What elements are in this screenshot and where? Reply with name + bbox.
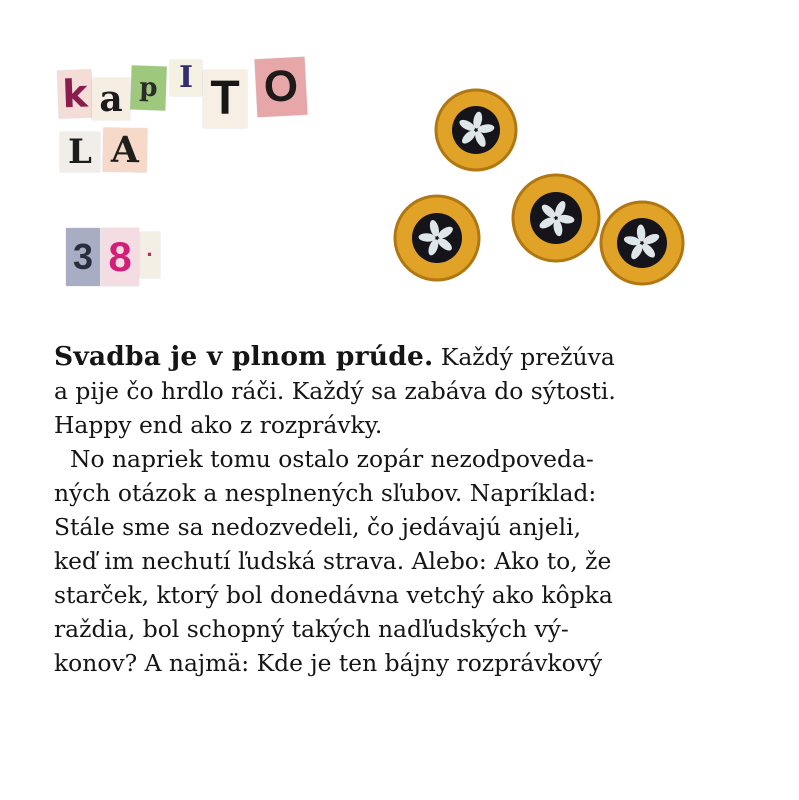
flower-disk-icon bbox=[513, 175, 599, 261]
text-line: starček, ktorý bol donedávna vetchý ako kôpka bbox=[54, 581, 613, 609]
text-line: raždia, bol schopný takých nadľudských vý- bbox=[54, 615, 569, 643]
chapter-letter-cutout: k bbox=[57, 69, 93, 118]
chapter-letter-cutout: I bbox=[170, 60, 202, 96]
chapter-number-cutout: 8 bbox=[101, 228, 139, 286]
text-line: a pije čo hrdlo ráči. Každý sa zabáva do sýtosti. bbox=[54, 377, 616, 405]
flower-disk-icon bbox=[601, 202, 683, 284]
chapter-letter-cutout: a bbox=[92, 78, 130, 120]
chapter-letter-cutout: O bbox=[255, 57, 308, 118]
text-line: No napriek tomu ostalo zopár nezodpoveda- bbox=[70, 445, 594, 473]
flower-disk-icon bbox=[395, 196, 479, 280]
text-line: Happy end ako z rozprávky. bbox=[54, 411, 383, 439]
text-line: konov? A najmä: Kde je ten bájny rozprávkový bbox=[54, 649, 603, 677]
text-fragment: Každý prežúva bbox=[440, 343, 615, 371]
flower-disks-illustration bbox=[0, 0, 799, 320]
text-line bbox=[54, 340, 769, 374]
chapter-letter-cutout: A bbox=[103, 128, 148, 173]
flower-disk-icon bbox=[436, 90, 516, 170]
chapter-letter-cutout: p bbox=[130, 65, 167, 110]
chapter-letter-cutout: T bbox=[203, 70, 247, 128]
text-line: keď im nechutí ľudská strava. Alebo: Ako to, že bbox=[54, 547, 612, 575]
text-line: ných otázok a nesplnených sľubov. Napríklad: bbox=[54, 479, 597, 507]
chapter-number-cutout: · bbox=[140, 232, 160, 278]
chapter-number-cutout: 3 bbox=[66, 228, 100, 286]
chapter-body-text bbox=[54, 340, 769, 680]
chapter-title: Svadba je v plnom prúde. bbox=[54, 341, 434, 372]
chapter-letter-cutout: L bbox=[60, 132, 100, 172]
text-line: Stále sme sa nedozvedeli, čo jedávajú anjeli, bbox=[54, 513, 582, 541]
